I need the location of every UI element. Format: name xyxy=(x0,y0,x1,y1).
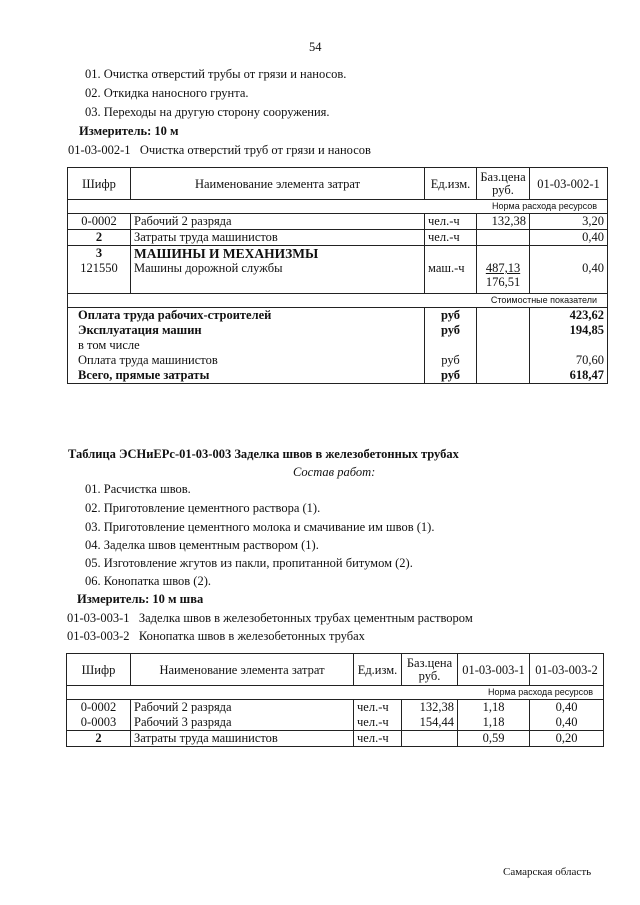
meter-label: Измеритель: 10 м шва xyxy=(77,592,204,606)
price-machine: 487,13 xyxy=(485,261,521,275)
table-row: 0-0002 Рабочий 2 разряда чел.-ч 132,38 3,20 xyxy=(68,214,608,230)
intro-step: 03. Переходы на другую сторону сооружения. xyxy=(85,105,330,119)
resource-table-1 xyxy=(67,167,608,384)
header-price: Баз.цена руб. xyxy=(477,168,530,200)
header-unit: Ед.изм. xyxy=(354,654,402,686)
table-title: Таблица ЭСНиЕРс-01-03-003 Заделка швов в железобетонных трубах xyxy=(68,447,459,461)
cost-label: Стоимостные показатели xyxy=(68,293,608,307)
table-row: 3 МАШИНЫ И МЕХАНИЗМЫ xyxy=(68,246,608,262)
intro-step: 01. Очистка отверстий трубы от грязи и наносов. xyxy=(85,67,347,81)
header-norm-code: 01-03-003-1 xyxy=(458,654,530,686)
code-line: 01-03-003-2 Конопатка швов в железобетонных трубах xyxy=(67,629,365,643)
code-line: 01-03-002-1 Очистка отверстий труб от грязи и наносов xyxy=(68,143,371,157)
work-step: 04. Заделка швов цементным раствором (1). xyxy=(85,538,319,552)
table-row: 121550 Машины дорожной службы маш.-ч 487,13 176,51 0,40 xyxy=(68,261,608,293)
norm-label: Норма расхода ресурсов xyxy=(68,200,608,214)
cost-row: Всего, прямые затраты руб 618,47 xyxy=(68,368,608,384)
table-row: 2 Затраты труда машинистов чел.-ч 0,59 0,20 xyxy=(67,731,604,747)
resource-table-2 xyxy=(66,653,604,747)
table-subtitle: Состав работ: xyxy=(293,465,376,479)
work-step: 02. Приготовление цементного раствора (1). xyxy=(85,501,321,515)
header-name: Наименование элемента затрат xyxy=(131,168,425,200)
header-price: Баз.цена руб. xyxy=(402,654,458,686)
table-row: 0-0003 Рабочий 3 разряда чел.-ч 154,44 1,18 0,40 xyxy=(67,715,604,731)
table-row: 0-0002 Рабочий 2 разряда чел.-ч 132,38 1,18 0,40 xyxy=(67,700,604,716)
code-line: 01-03-003-1 Заделка швов в железобетонных трубах цементным раствором xyxy=(67,611,473,625)
work-step: 06. Конопатка швов (2). xyxy=(85,574,212,588)
header-norm-code: 01-03-002-1 xyxy=(530,168,608,200)
cost-row: Эксплуатация машин руб 194,85 xyxy=(68,323,608,338)
table-row: 2 Затраты труда машинистов чел.-ч 0,40 xyxy=(68,230,608,246)
meter-label: Измеритель: 10 м xyxy=(79,124,179,138)
work-step: 05. Изготовление жгутов из пакли, пропитанной битумом (2). xyxy=(85,556,413,570)
cost-row: Оплата труда рабочих-строителей руб 423,62 xyxy=(68,307,608,323)
work-step: 03. Приготовление цементного молока и смачивание им швов (1). xyxy=(85,520,435,534)
header-norm-code: 01-03-003-2 xyxy=(530,654,604,686)
header-code: Шифр xyxy=(68,168,131,200)
cost-row: в том числе xyxy=(68,338,608,353)
page-number: 54 xyxy=(309,40,322,54)
header-unit: Ед.изм. xyxy=(425,168,477,200)
cost-row: Оплата труда машинистов руб 70,60 xyxy=(68,353,608,368)
header-code: Шифр xyxy=(67,654,131,686)
price-machine-operator: 176,51 xyxy=(485,275,521,289)
footer-region: Самарская область xyxy=(503,866,592,878)
header-name: Наименование элемента затрат xyxy=(131,654,354,686)
intro-step: 02. Откидка наносного грунта. xyxy=(85,86,249,100)
work-step: 01. Расчистка швов. xyxy=(85,482,191,496)
norm-label: Норма расхода ресурсов xyxy=(67,686,604,700)
